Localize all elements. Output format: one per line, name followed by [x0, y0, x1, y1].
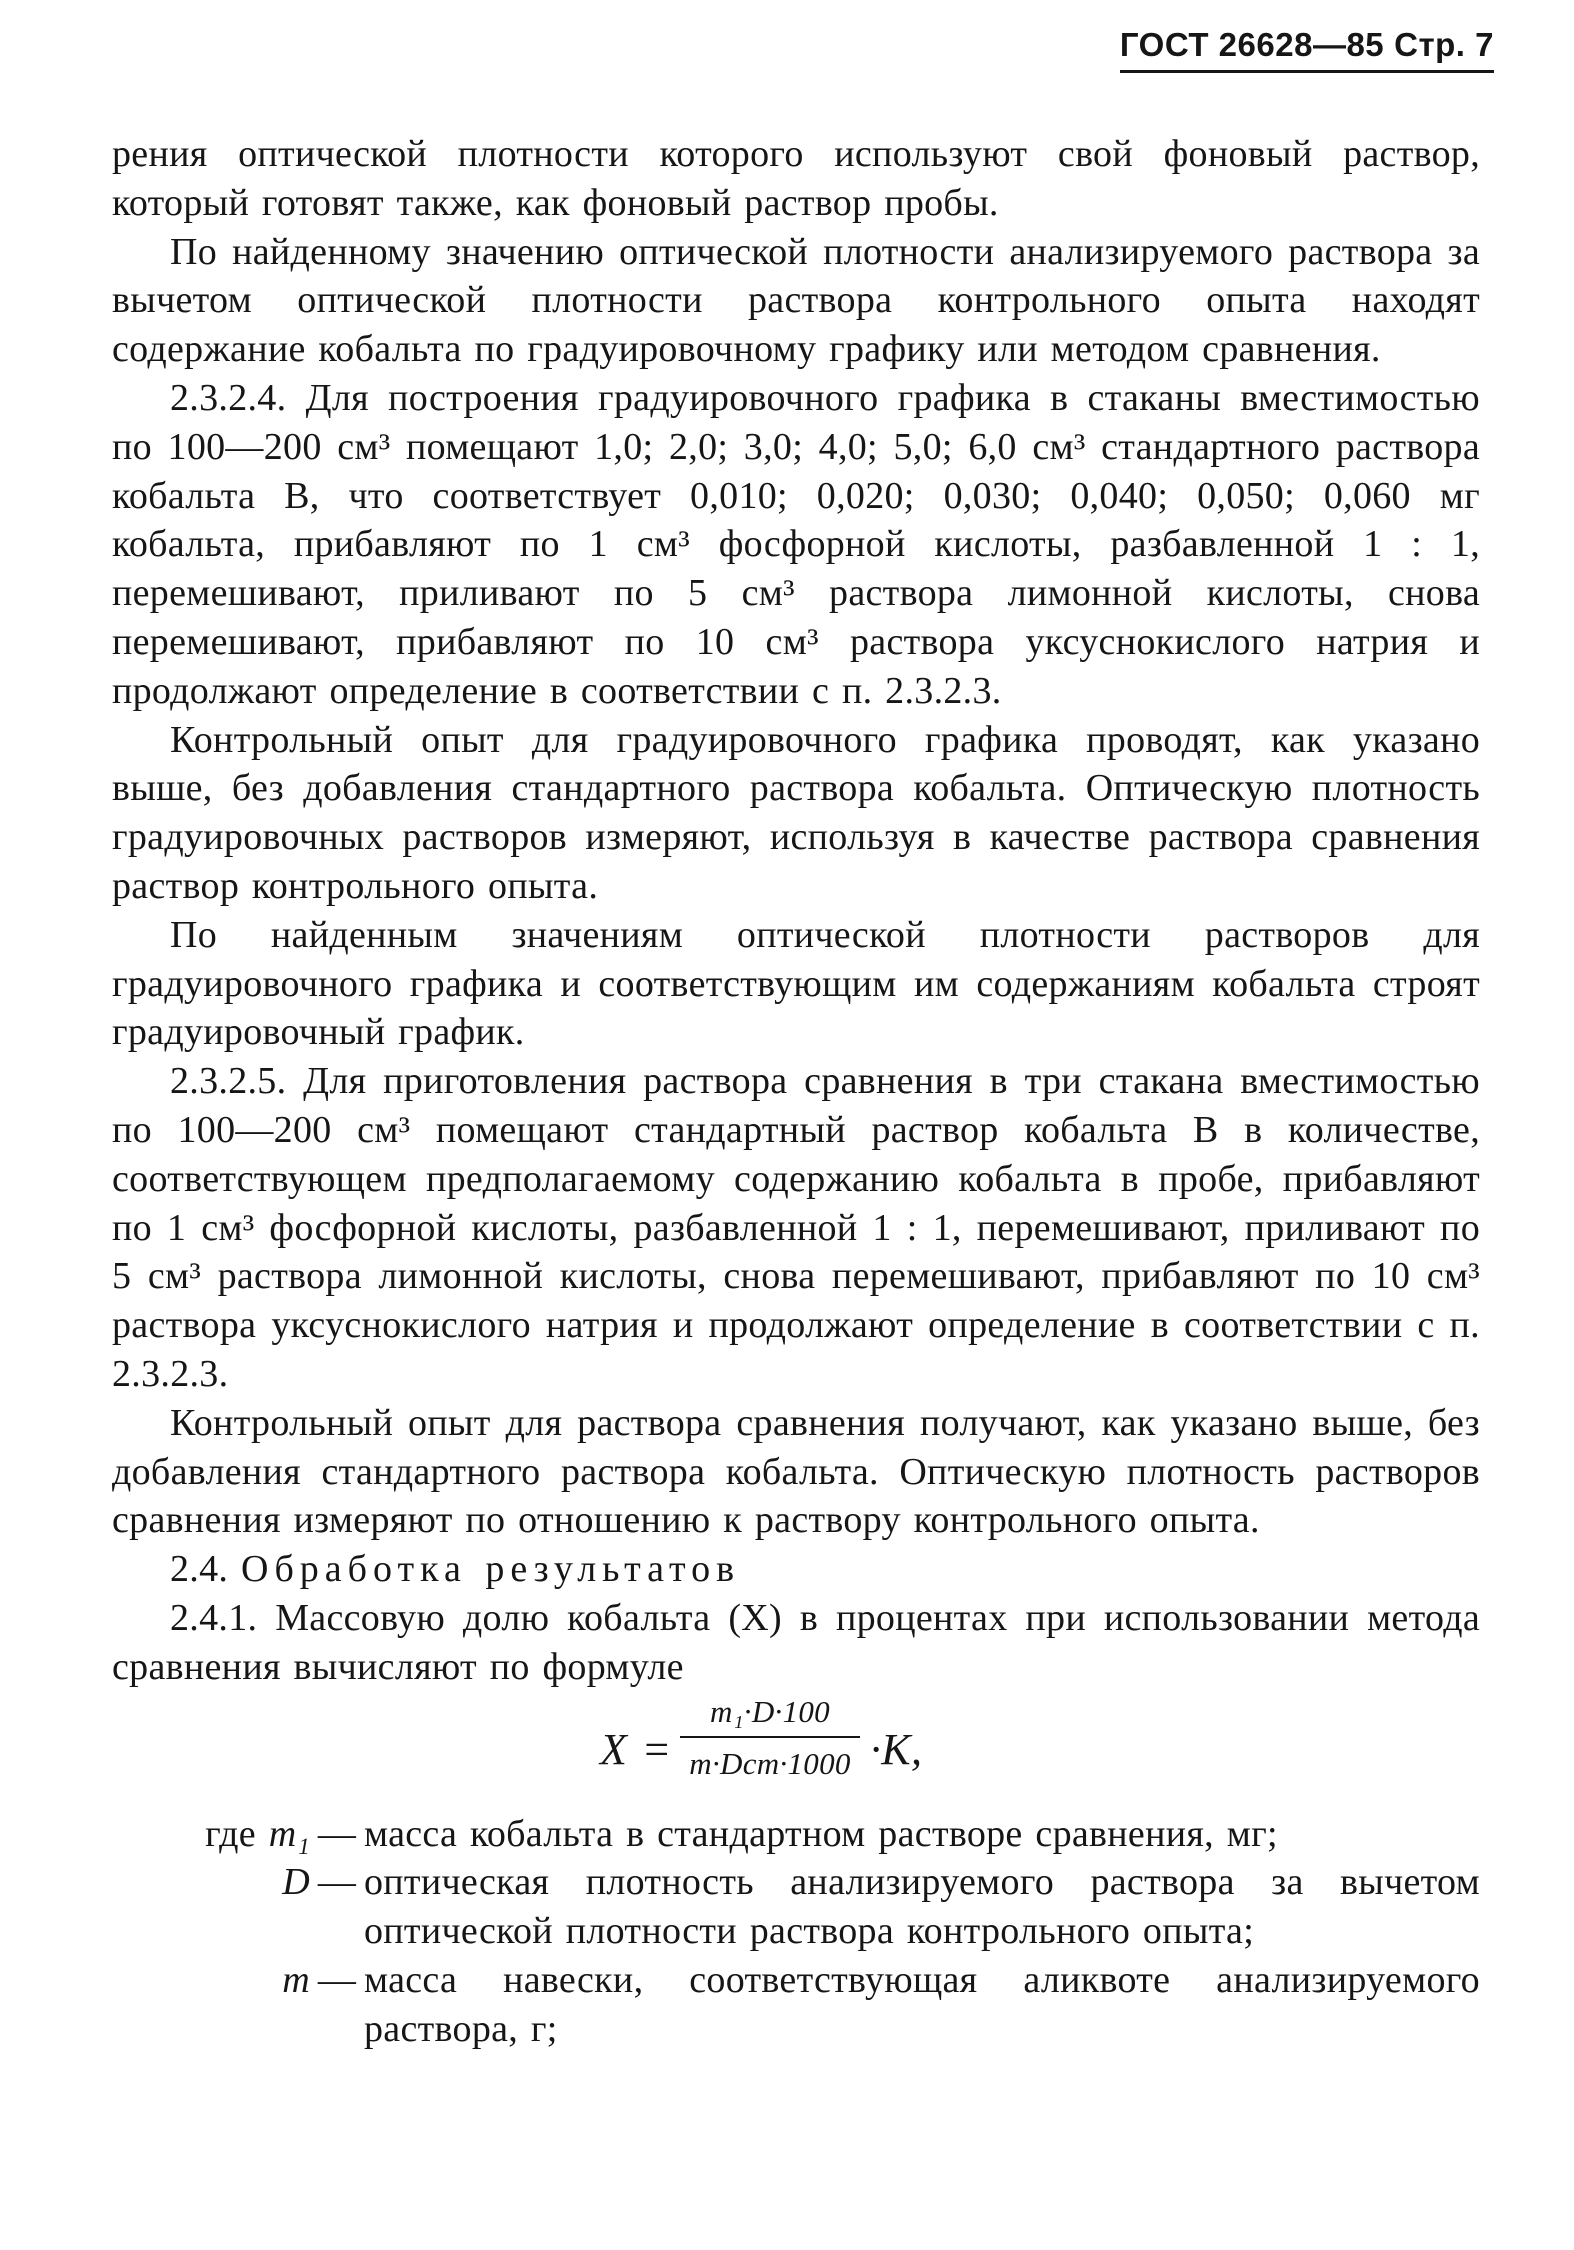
definition-text: масса кобальта в стандартном растворе сравнения, мг; — [364, 1812, 1278, 1855]
formula-denominator: m·Dст·1000 — [689, 1745, 851, 1781]
definition-dash: — — [317, 1812, 357, 1855]
definition-item — [112, 1858, 1480, 1956]
paragraph: Контрольный опыт для градуировочного графика проводят, как указано выше, без добавления стандартного раствора кобальта. Оптическую плотность градуировочных растворов измеряют, используя в качестве раствора сравнения раствор контрольного опыта. — [112, 718, 1480, 907]
paragraph: Контрольный опыт для раствора сравнения получают, как указано выше, без добавления стандартного раствора кобальта. Оптическую плотность растворов сравнения измеряют по отношению к раствору контрольного опыта. — [112, 1401, 1480, 1542]
page-number: Стр. 7 — [1394, 26, 1494, 63]
document-body — [112, 130, 1480, 2053]
paragraph: 2.4.1. Массовую долю кобальта (X) в процентах при использовании метода сравнения вычисляют по формуле — [112, 1596, 1480, 1688]
formula-rhs: ·K, — [870, 1724, 923, 1774]
definition-symbol: m₁ — [268, 1812, 310, 1855]
formula — [112, 1692, 1480, 1810]
paragraph: 2.3.2.4. Для построения градуировочного графика в стаканы вместимостью по 100—200 см³ помещают 1,0; 2,0; 3,0; 4,0; 5,0; 6,0 см³ стандартного раствора кобальта В, что соответствует 0,010; 0,020; 0,030; 0,040; 0,050; 0,060 мг кобальта, прибавляют по 1 см³ фосфорной кислоты, разбавленной 1 : 1, перемешивают, приливают по 5 см³ раствора лимонной кислоты, снова перемешивают, прибавляют по 10 см³ раствора уксуснокислого натрия и продолжают определение в соответствии с п. 2.3.2.3. — [112, 376, 1480, 712]
section-heading — [112, 1545, 1480, 1594]
definition-item — [112, 1810, 1480, 1859]
formula-numerator: m₁·D·100 — [710, 1693, 830, 1729]
definitions-list — [112, 1810, 1480, 2054]
definition-text: масса навески, соответствующая аликвоте анализируемого раствора, г; — [364, 1958, 1480, 2050]
section-number: 2.4. — [170, 1548, 229, 1591]
paragraph: По найденному значению оптической плотности анализируемого раствора за вычетом оптической плотности раствора контрольного опыта находят содержание кобальта по градуировочному графику или методом сравнения. — [112, 230, 1480, 371]
definition-text: оптическая плотность анализируемого раствора за вычетом оптической плотности раствора контрольного опыта; — [364, 1861, 1480, 1953]
page-header — [1120, 26, 1494, 73]
definition-symbol: m — [282, 1958, 310, 2001]
definition-item — [112, 1956, 1480, 2054]
formula-fraction — [680, 1692, 860, 1784]
definition-dash: — — [317, 1958, 357, 2001]
definition-dash: — — [317, 1861, 357, 1904]
formula-lhs: X = — [600, 1724, 672, 1774]
definition-lead: где — [205, 1812, 256, 1855]
paragraph: рения оптической плотности которого используют свой фоновый раствор, который готовят также, как фоновый раствор пробы. — [112, 133, 1480, 224]
paragraph: По найденным значениям оптической плотности растворов для градуировочного графика и соответствующим им содержаниям кобальта строят градуировочный график. — [112, 913, 1480, 1054]
fraction-bar — [680, 1736, 860, 1738]
standard-number: ГОСТ 26628—85 — [1119, 26, 1385, 63]
section-title: Обработка результатов — [241, 1548, 741, 1591]
paragraph: 2.3.2.5. Для приготовления раствора сравнения в три стакана вместимостью по 100—200 см³ помещают стандартный раствор кобальта В в количестве, соответствующем предполагаемому содержанию кобальта в пробе, прибавляют по 1 см³ фосфорной кислоты, разбавленной 1 : 1, перемешивают, приливают по 5 см³ раствора лимонной кислоты, снова перемешивают, прибавляют по 10 см³ раствора уксуснокислого натрия и продолжают определение в соответствии с п. 2.3.2.3. — [112, 1060, 1480, 1395]
definition-symbol: D — [282, 1861, 310, 1904]
